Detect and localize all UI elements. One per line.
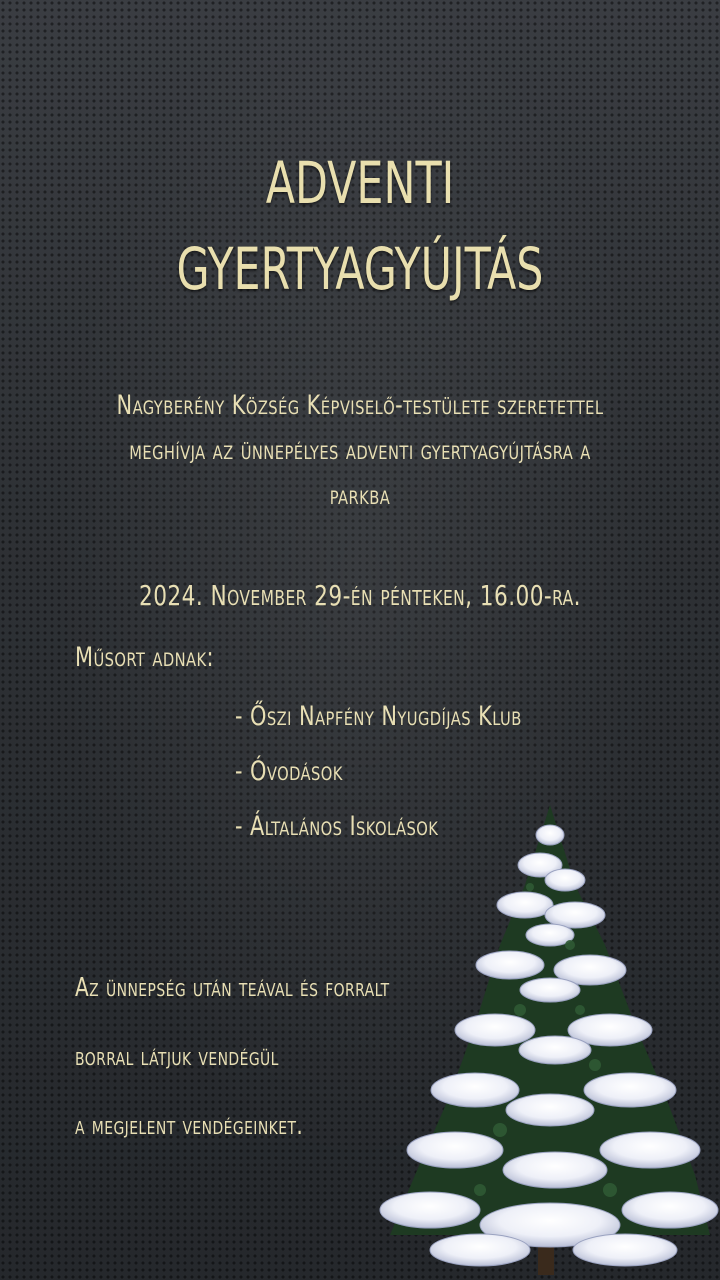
performer-item: - Óvodások <box>235 756 343 787</box>
event-date: 2024. November 29-én pénteken, 16.00-ra. <box>139 579 581 612</box>
snowy-christmas-tree-icon <box>360 795 720 1280</box>
program-label: Műsort adnak: <box>75 642 215 673</box>
invitation-text: Nagyberény Község Képviselő-testülete szeretettel meghívja az ünnepélyes adventi gyertyagyújtásra a parkba <box>116 390 604 511</box>
page-title <box>65 140 655 312</box>
title-line-1: ADVENTI <box>265 149 455 217</box>
performer-item: - Őszi Napfény Nyugdíjas Klub <box>235 701 522 732</box>
closing-line: Az ünnepség után teával és forralt <box>75 973 390 1003</box>
closing-line: a megjelent vendégeinket. <box>75 1111 304 1141</box>
performer-item: - Általános Iskolások <box>235 811 439 842</box>
title-line-2: GYERTYAGYÚJTÁS <box>176 235 544 303</box>
closing-line: borral látjuk vendégül <box>75 1042 279 1072</box>
